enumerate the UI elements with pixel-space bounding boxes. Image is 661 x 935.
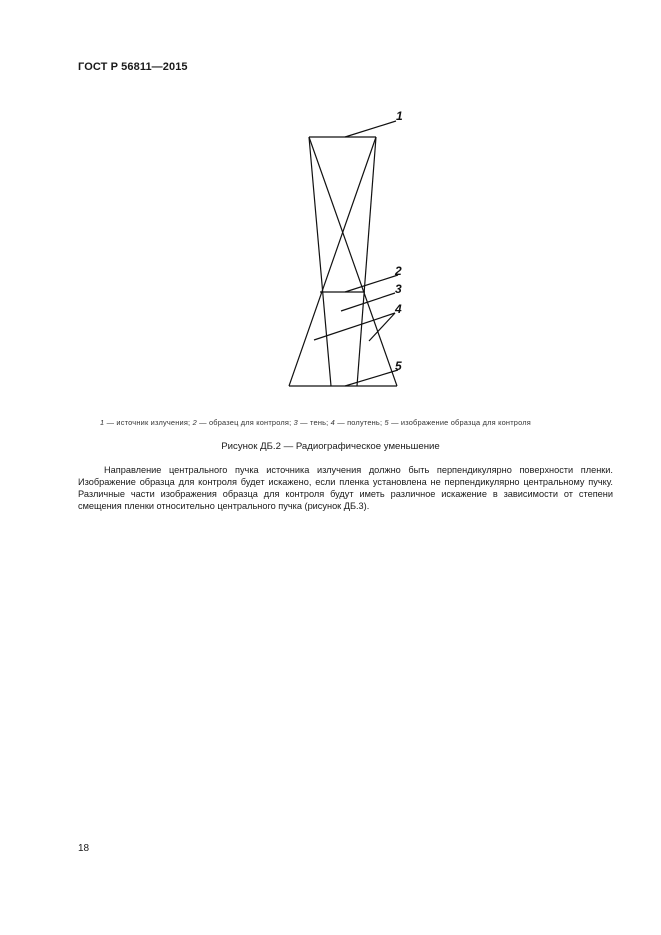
leader-1 bbox=[345, 121, 396, 137]
legend-text-5: — изображение образца для контроля bbox=[388, 418, 531, 427]
body-text bbox=[78, 464, 613, 512]
figure-label-3: 3 bbox=[395, 282, 402, 296]
figure-label-4: 4 bbox=[395, 302, 402, 316]
legend-text-1: — источник излучения; bbox=[104, 418, 193, 427]
ray-right-to-left bbox=[289, 137, 376, 386]
figure-legend bbox=[100, 418, 600, 427]
legend-num-2: 2 bbox=[192, 418, 197, 427]
legend-num-4: 4 bbox=[330, 418, 335, 427]
body-paragraph: Направление центрального пучка источника излучения должно быть перпендикулярно поверхности пленки. Изображение образца для контроля будет искажено, если пленка установлена не перпендикулярно центральному пучку. Различные части изображения образца для контроля будут иметь различное искажение в зависимости от степени смещения пленки относительно центрального пучка (рисунок ДБ.3). bbox=[78, 465, 613, 512]
figure-label-5: 5 bbox=[395, 359, 402, 373]
legend-text-3: — тень; bbox=[297, 418, 331, 427]
legend-num-1: 1 bbox=[100, 418, 105, 427]
ray-left-to-right bbox=[309, 137, 397, 386]
figure-label-1: 1 bbox=[396, 109, 403, 123]
figure-caption: Рисунок ДБ.2 — Радиографическое уменьшение bbox=[221, 441, 440, 452]
legend-num-5: 5 bbox=[384, 418, 389, 427]
leader-5 bbox=[345, 370, 398, 386]
document-header: ГОСТ Р 56811—2015 bbox=[78, 61, 188, 73]
legend-text-4: — полутень; bbox=[334, 418, 385, 427]
ray-inner-right bbox=[357, 137, 376, 386]
legend-num-3: 3 bbox=[293, 418, 298, 427]
figure-label-2: 2 bbox=[395, 264, 402, 278]
leader-2 bbox=[345, 275, 398, 292]
legend-text-2: — образец для контроля; bbox=[196, 418, 294, 427]
leader-3 bbox=[341, 293, 395, 311]
ray-inner-left bbox=[309, 137, 331, 386]
page-number: 18 bbox=[78, 843, 90, 854]
